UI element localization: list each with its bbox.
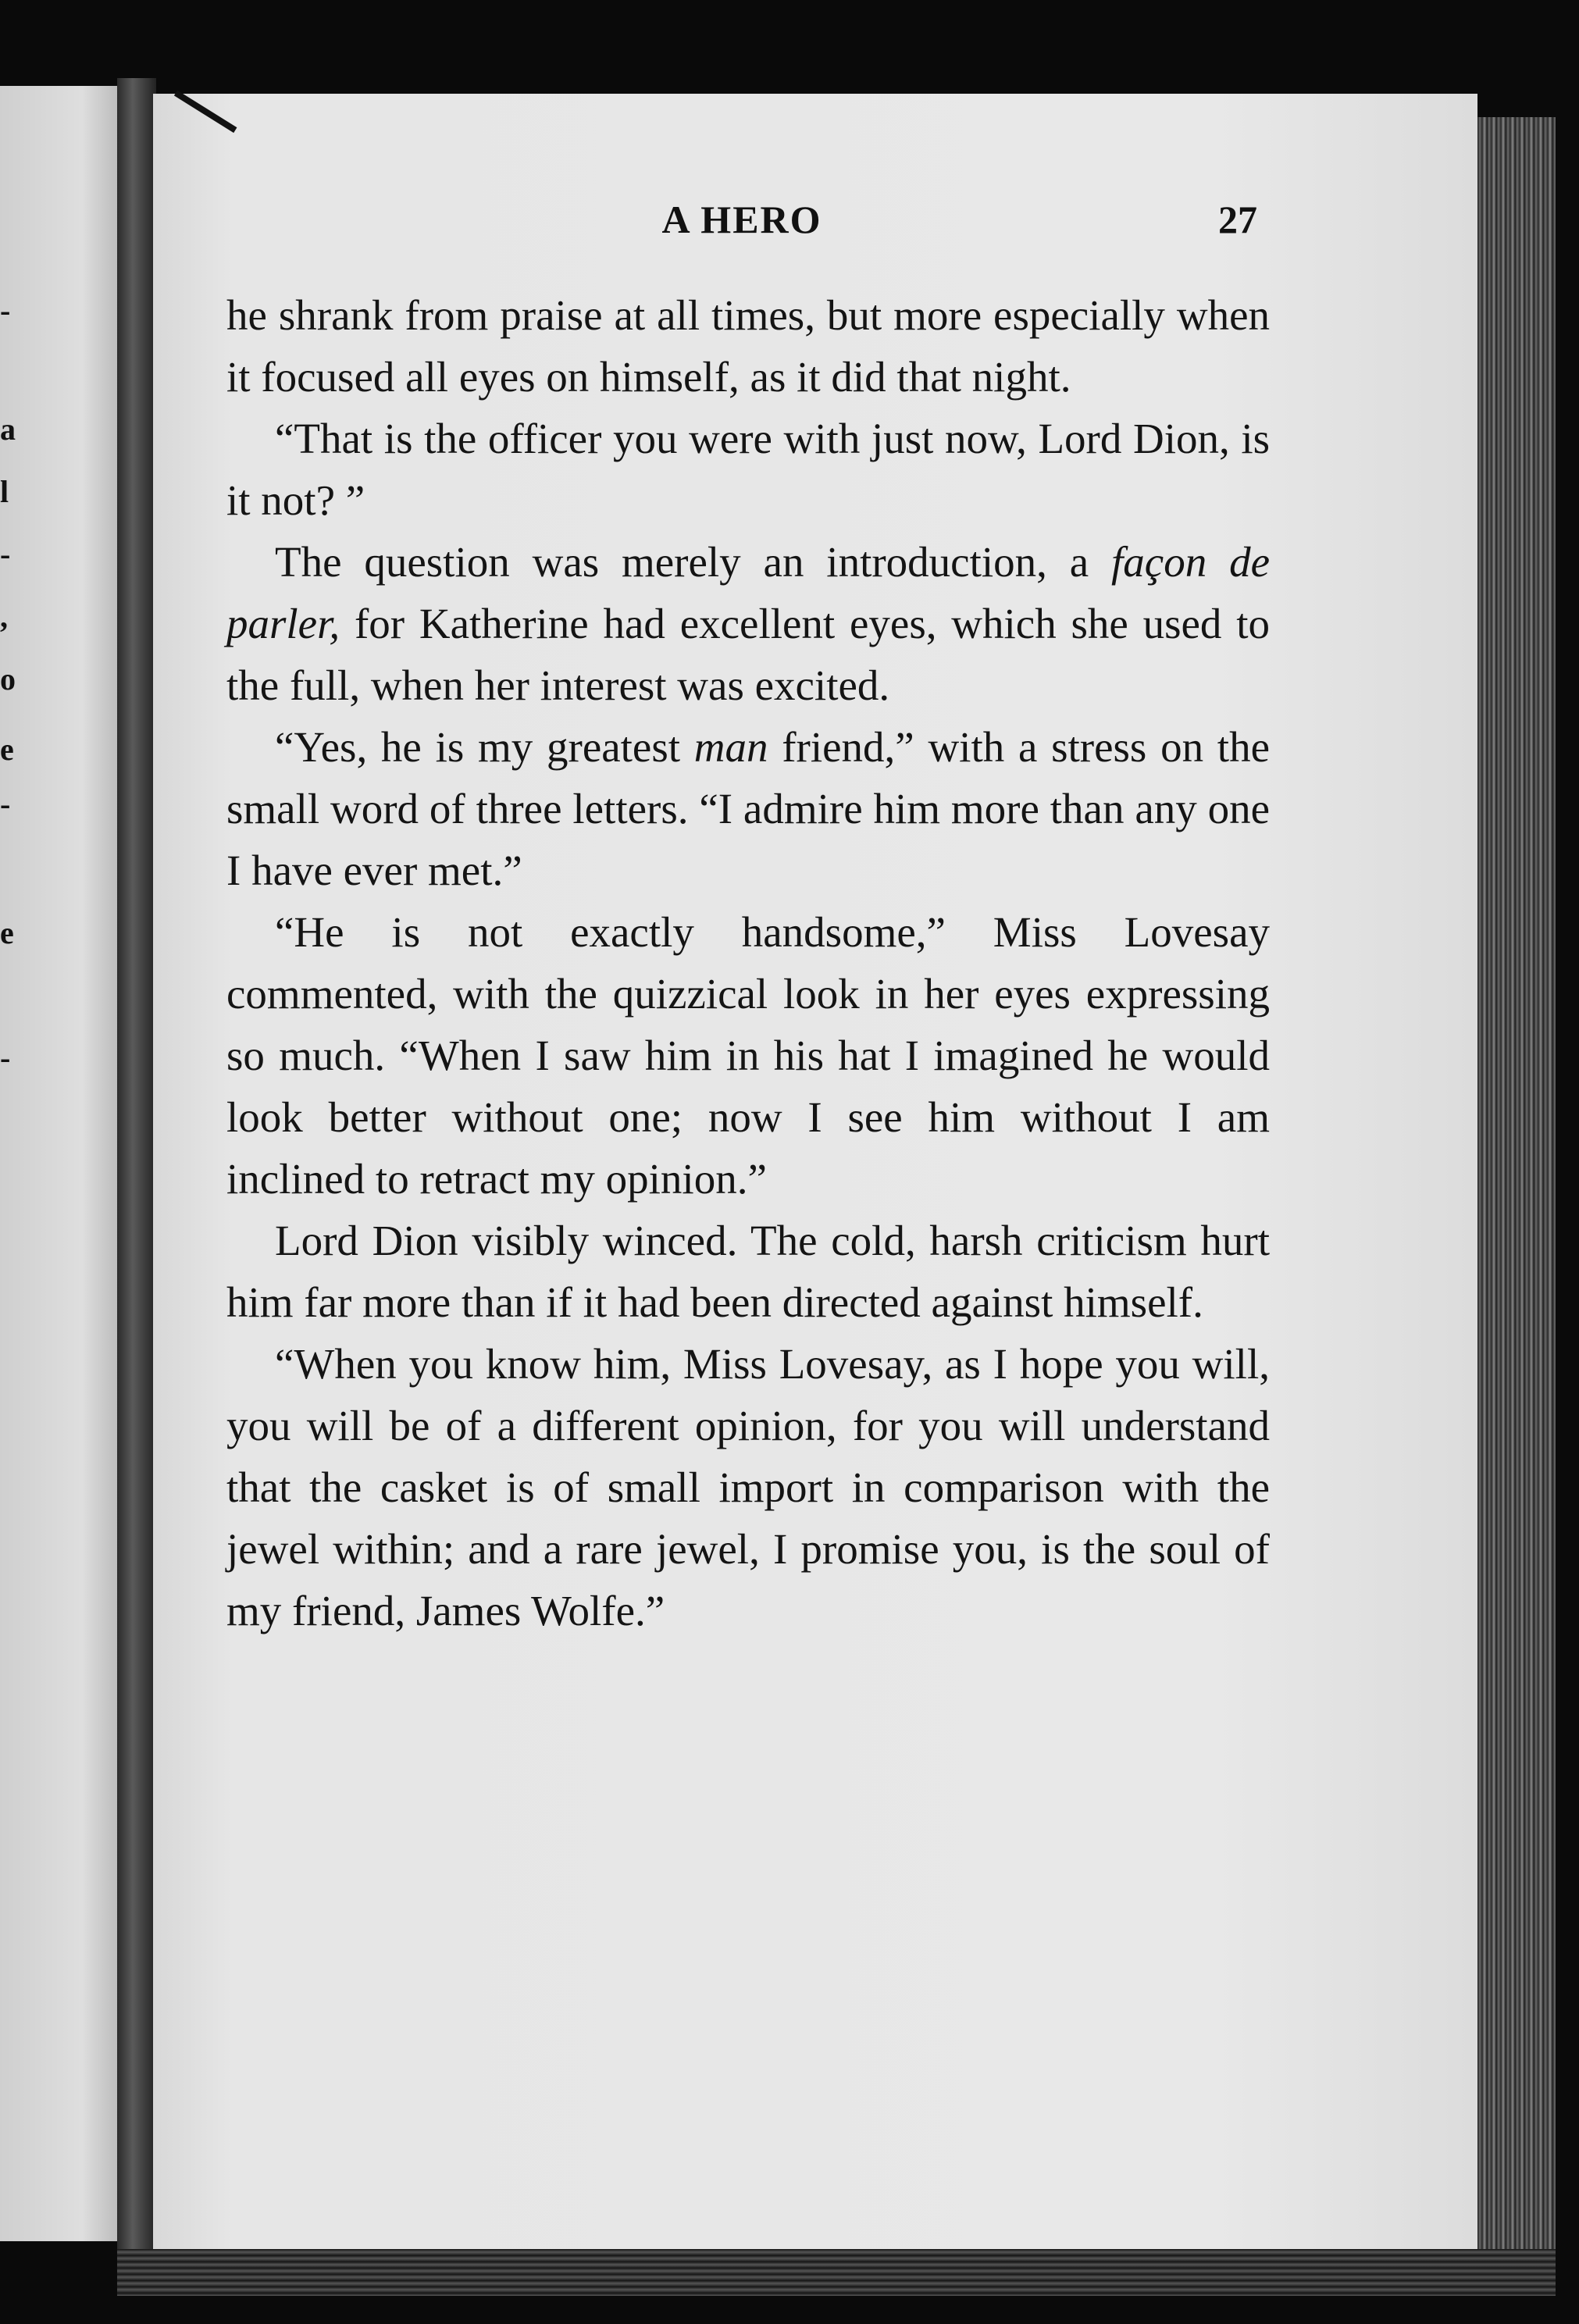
facing-page-fragment: - [0,1040,11,1075]
facing-page-fragment: - [0,293,11,328]
facing-page-fragment: l [0,474,9,509]
paragraph [226,716,1270,901]
facing-page-fragment: - [0,786,11,822]
paragraph: “That is the officer you were with just now, Lord Dion, is it not? ” [226,415,1270,524]
page-number: 27 [1218,198,1257,241]
facing-page-fragment: o [0,661,16,697]
paragraph: he shrank from praise at all times, but more especially when it focused all eyes on himself, as it did that night. [226,291,1270,401]
facing-page-fragment: - [0,536,11,572]
running-title: A HERO [661,198,822,241]
paragraph-text: “Yes, he is my greatest [275,723,694,771]
facing-page-fragment: e [0,732,14,767]
paragraph [226,531,1270,716]
body-text [226,284,1270,1641]
facing-page-edge [0,86,117,2241]
facing-page-fragment: e [0,915,14,950]
facing-page-fragment: a [0,412,16,447]
paragraph: “He is not exactly handsome,” Miss Lovesay commented, with the quizzical look in her eyes expressing so much. “When I saw him in his hat I imagined he would look better without one; now I see him without I am inclined to retract my opinion.” [226,908,1270,1203]
paragraph-text: The question was merely an introduction, a [275,538,1112,586]
book-gutter [117,78,156,2249]
italic-word: man [693,723,768,771]
facing-page-fragment: , [0,599,8,634]
page-stack-edge [1477,117,1556,2257]
italic-phrase: façon de parler, [226,538,1270,647]
paragraph: “When you know him, Miss Lovesay, as I hope you will, you will be of a different opinion, for you will understand that the casket is of small import in comparison with the jewel within; and a rare jewel, I promise you, is the soul of my friend, James Wolfe.” [226,1340,1270,1634]
paragraph: Lord Dion visibly winced. The cold, harsh criticism hurt him far more than if it had been directed against himself. [226,1217,1270,1326]
paragraph-text: friend,” with a stress on the small word of three letters. “I admire him more than any one I have ever met.” [226,723,1270,894]
page-bottom-edge [117,2249,1556,2296]
paragraph-text: for Katherine had excellent eyes, which she used to the full, when her interest was excited. [226,600,1270,709]
running-head [226,197,1257,244]
